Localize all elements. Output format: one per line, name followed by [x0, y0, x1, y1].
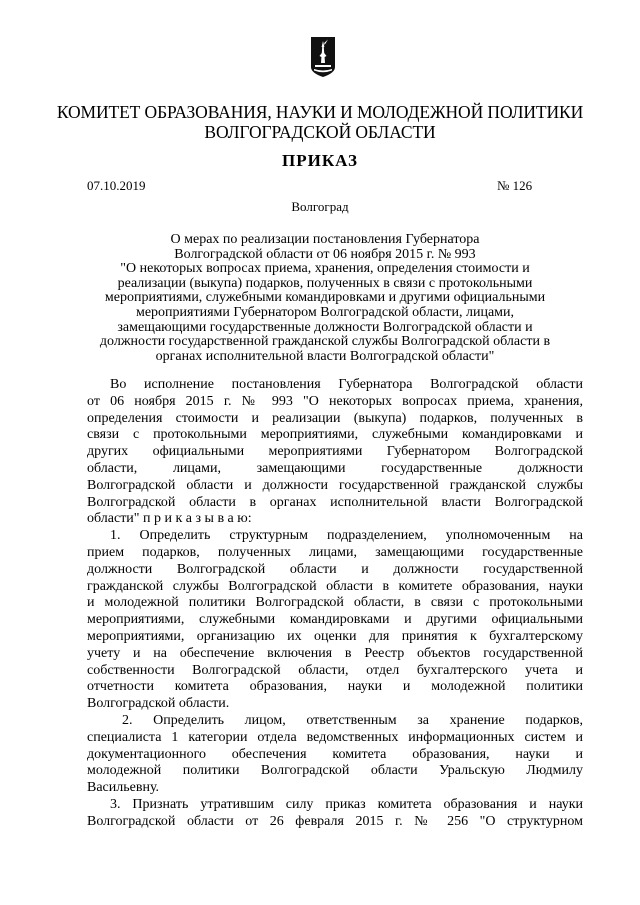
- body-line: 1. Определить структурным подразделением, уполномоченным на: [110, 528, 583, 544]
- organization-name-line1: КОМИТЕТ ОБРАЗОВАНИЯ, НАУКИ И МОЛОДЕЖНОЙ ПОЛИТИКИ: [56, 102, 584, 122]
- title-line: мероприятиями, служебными командировками и другими официальными: [104, 290, 546, 306]
- body-line: и молодежной политики Волгоградской области, в связи с протокольными: [87, 595, 583, 611]
- body-line: Васильевну.: [87, 780, 160, 796]
- body-line: 3. Признать утратившим силу приказ комитета образования и науки: [110, 796, 583, 812]
- body-line: учету и на обеспечение включения в Реестр объектов государственной: [87, 645, 583, 661]
- title-line: "О некоторых вопросах приема, хранения, определения стоимости и: [120, 261, 530, 277]
- title-line: О мерах по реализации постановления Губернатора: [170, 232, 480, 247]
- body-line: молодежной политики Волгоградской области Уральскую Людмилу: [87, 763, 583, 779]
- body-line: области" п р и к а з ы в а ю:: [87, 511, 252, 527]
- title-line: должности государственной гражданской службы Волгоградской области в: [99, 334, 551, 350]
- body-line: прием подарков, полученных лицами, замещающими государственные: [87, 544, 583, 560]
- document-title: [80, 233, 570, 364]
- body-line: Волгоградской области.: [87, 696, 230, 712]
- body-line: мероприятиями, служебными командировками и другими официальными: [87, 612, 583, 628]
- body-line: Волгоградской области от 26 февраля 2015 г. № 256 "О структурном: [87, 813, 583, 829]
- body-line: Волгоградской области и должности государственной гражданской службы: [87, 477, 583, 493]
- body-line: отчетности комитета образования, науки и молодежной политики: [87, 679, 583, 695]
- title-line: мероприятиями Губернатором Волгоградской области, лицами,: [135, 304, 515, 320]
- body-line: от 06 ноября 2015 г. № 993 "О некоторых вопросах приема, хранения,: [87, 393, 583, 409]
- title-line: реализации (выкупа) подарков, полученных в связи с протокольными: [117, 275, 533, 291]
- document-type: ПРИКАЗ: [282, 151, 358, 170]
- document-date: 07.10.2019: [87, 178, 146, 193]
- title-line: замещающими государственные должности Волгоградской области и: [117, 319, 533, 335]
- body-line: других официальными мероприятиями Губернатором Волгоградской: [87, 444, 583, 460]
- document-city: Волгоград: [291, 199, 349, 214]
- body-line: гражданской службы Волгоградской области в комитете образования, науки: [87, 578, 583, 594]
- document-body: [87, 377, 583, 831]
- body-line: специалиста 1 категории отдела ведомственных информационных систем и: [87, 729, 583, 745]
- body-line: документационного обеспечения комитета образования, науки и: [87, 746, 583, 762]
- body-line: должности Волгоградской области и должности государственной: [87, 561, 583, 577]
- body-line: Во исполнение постановления Губернатора Волгоградской области: [110, 377, 583, 392]
- coat-of-arms-emblem-icon: [311, 37, 335, 77]
- title-line: Волгоградской области от 06 ноября 2015 г. № 993: [174, 246, 476, 262]
- organization-name-line2: ВОЛГОГРАДСКОЙ ОБЛАСТИ: [204, 122, 436, 142]
- body-line: связи с протокольными мероприятиями, служебными командировками и: [87, 427, 583, 443]
- body-line: 2. Определить лицом, ответственным за хранение подарков,: [122, 712, 583, 728]
- body-line: Волгоградской области в органах исполнительной власти Волгоградской: [87, 494, 583, 510]
- body-line: определения стоимости и реализации (выкупа) подарков, полученных в: [87, 410, 583, 426]
- body-line: собственности Волгоградской области, отдел бухгалтерского учета и: [87, 662, 583, 678]
- title-line: органах исполнительной власти Волгоградской области": [155, 348, 495, 364]
- body-line: области, лицами, замещающими государственные должности: [87, 460, 583, 476]
- document-number: № 126: [497, 178, 533, 193]
- body-line: мероприятиями, организацию их оценки для принятия к бухгалтерскому: [87, 628, 583, 644]
